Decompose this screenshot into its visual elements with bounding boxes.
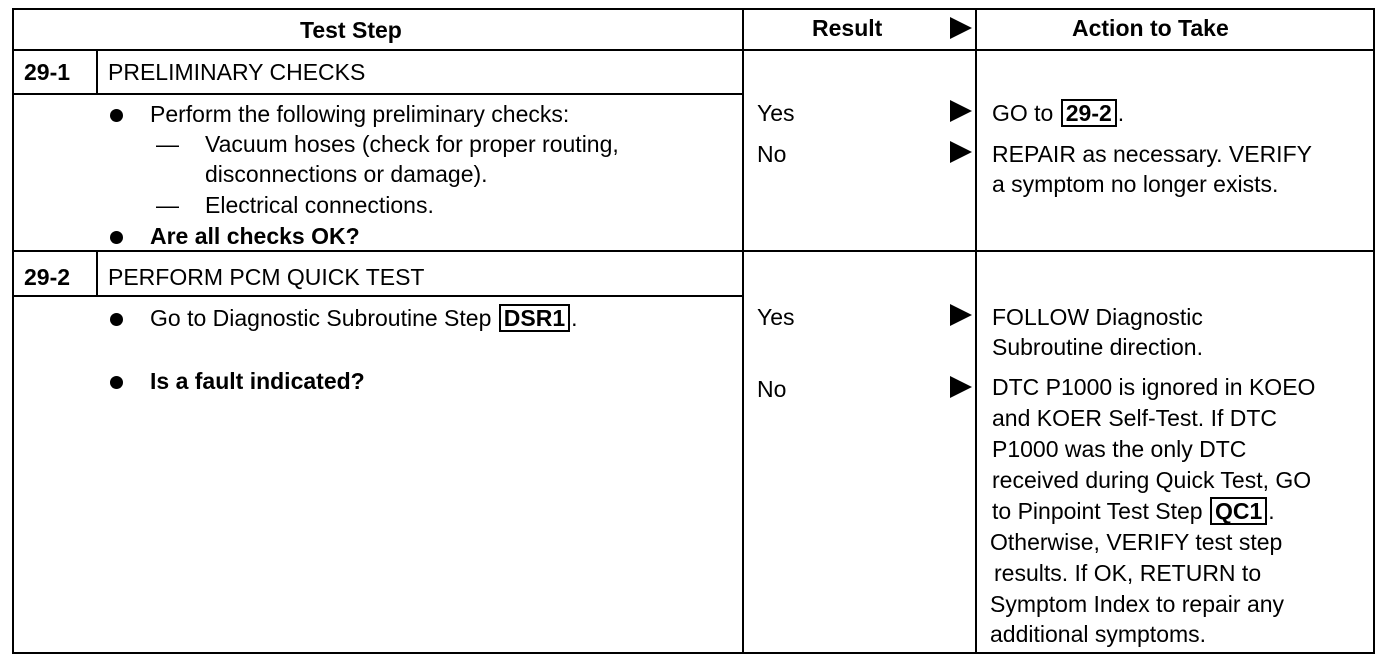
step-number-divider-2	[96, 252, 98, 296]
action-otherwise-line: Symptom Index to repair any	[990, 591, 1285, 617]
action-follow: FOLLOW Diagnostic	[992, 304, 1203, 330]
bullet-icon	[110, 231, 123, 244]
action-dtc-line: and KOER Self-Test. If DTC	[992, 405, 1278, 431]
action-dtc-line: P1000 was the only DTC	[992, 436, 1247, 462]
bullet-icon	[110, 376, 123, 389]
dash-icon: —	[156, 192, 179, 218]
step-question: Is a fault indicated?	[150, 368, 365, 394]
step-subitem-continued: disconnections or damage).	[205, 161, 488, 187]
step-title: PRELIMINARY CHECKS	[108, 59, 366, 85]
step-number: 29-2	[24, 264, 71, 290]
action-repair: REPAIR as necessary. VERIFY	[992, 141, 1312, 167]
step-reference: QC1	[1210, 497, 1267, 525]
arrow-icon	[950, 304, 972, 326]
step-subitem: Vacuum hoses (check for proper routing,	[205, 131, 619, 157]
table-border-left	[12, 8, 14, 654]
result-no: No	[757, 376, 787, 402]
instruction-text: Go to Diagnostic Subroutine Step	[150, 305, 492, 331]
arrow-icon	[950, 376, 972, 398]
row-29-2-title-divider	[12, 295, 742, 297]
action-pinpoint-line	[992, 496, 1275, 526]
action-follow-continued: Subroutine direction.	[992, 334, 1203, 360]
step-reference: 29-2	[1061, 99, 1117, 127]
header-arrow-icon	[950, 17, 972, 39]
instruction-suffix: .	[571, 305, 578, 331]
step-instruction	[150, 303, 578, 333]
column-divider-result	[742, 8, 744, 654]
result-yes: Yes	[757, 100, 795, 126]
result-yes: Yes	[757, 304, 795, 330]
action-go-to	[992, 98, 1124, 128]
action-suffix: .	[1117, 100, 1125, 126]
action-text: GO to	[992, 100, 1054, 126]
action-otherwise-line: additional symptoms.	[990, 621, 1207, 647]
header-test-step: Test Step	[300, 17, 402, 43]
table-border-bottom	[12, 652, 1375, 654]
action-repair-continued: a symptom no longer exists.	[992, 171, 1279, 197]
step-number-divider-1	[96, 51, 98, 94]
table-border-right	[1373, 8, 1375, 654]
action-otherwise-line: Otherwise, VERIFY test step	[990, 529, 1283, 555]
step-instruction: Perform the following preliminary checks:	[150, 101, 570, 127]
column-divider-action	[975, 8, 977, 654]
action-otherwise-line: results. If OK, RETURN to	[994, 560, 1262, 586]
dash-icon: —	[156, 131, 179, 157]
step-number: 29-1	[24, 59, 71, 85]
step-reference: DSR1	[499, 304, 570, 332]
header-divider	[12, 49, 1375, 51]
header-result: Result	[812, 15, 883, 41]
action-dtc-line: DTC P1000 is ignored in KOEO	[992, 374, 1316, 400]
action-text: to Pinpoint Test Step	[992, 498, 1203, 524]
arrow-icon	[950, 100, 972, 122]
step-subitem: Electrical connections.	[205, 192, 434, 218]
arrow-icon	[950, 141, 972, 163]
action-suffix: .	[1268, 498, 1275, 524]
table-border-top	[12, 8, 1375, 10]
bullet-icon	[110, 313, 123, 326]
step-title: PERFORM PCM QUICK TEST	[108, 264, 425, 290]
result-no: No	[757, 141, 787, 167]
bullet-icon	[110, 109, 123, 122]
row-29-1-title-divider	[12, 93, 742, 95]
action-dtc-line: received during Quick Test, GO	[992, 467, 1312, 493]
header-action: Action to Take	[1072, 15, 1229, 41]
step-question: Are all checks OK?	[150, 223, 360, 249]
